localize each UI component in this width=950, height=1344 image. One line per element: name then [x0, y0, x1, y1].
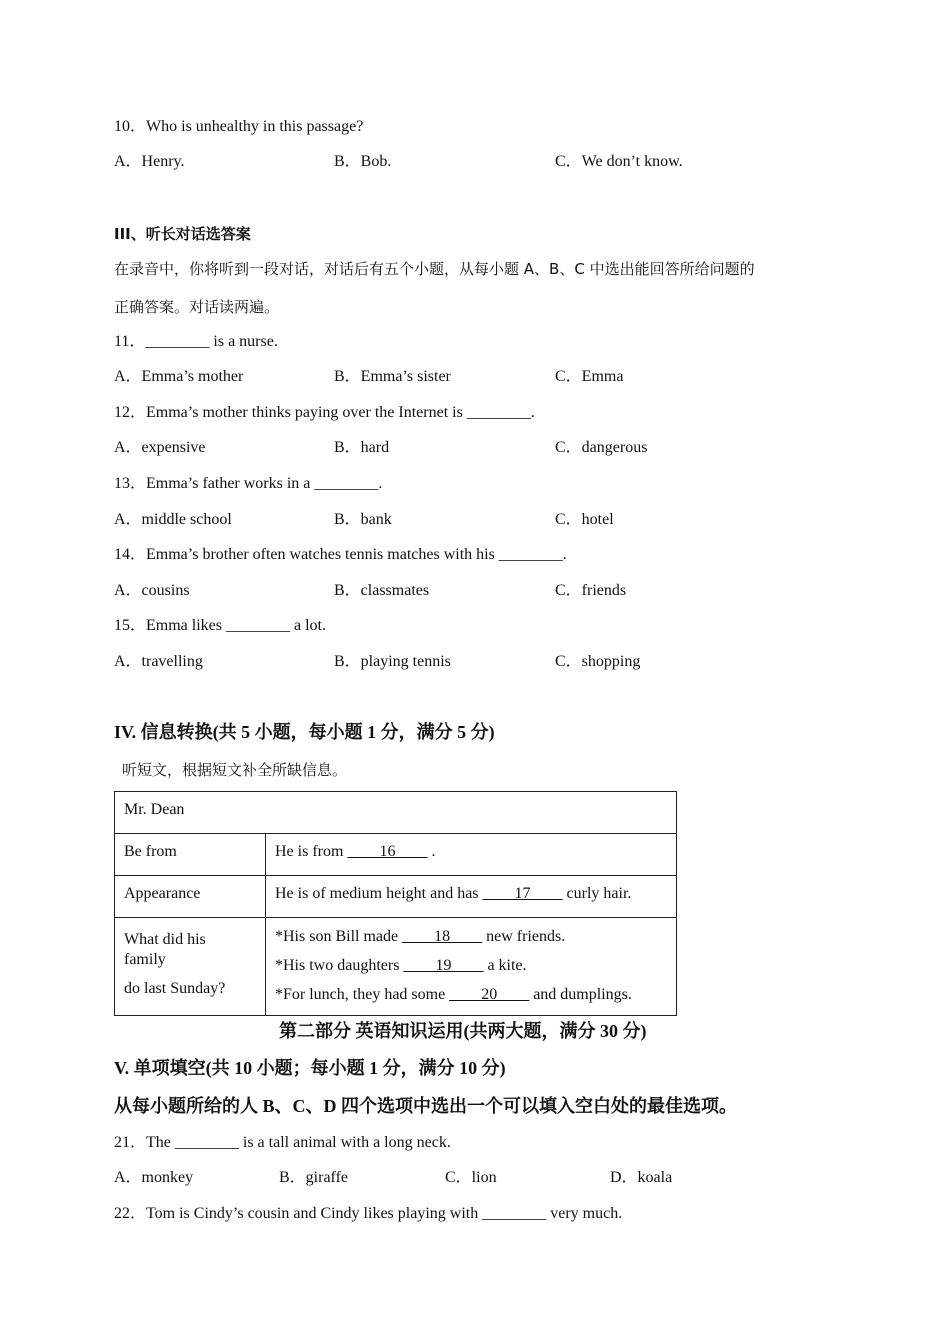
option-c: C．Emma: [555, 368, 624, 385]
blank-19: ____19____: [403, 957, 484, 974]
row-label: [115, 918, 266, 1016]
option-a: A．cousins: [114, 582, 190, 599]
section-5-title: V. 单项填空(共 10 小题；每小题 1 分，满分 10 分): [114, 1058, 506, 1078]
row-label-line1: What did his family: [124, 931, 206, 968]
question-15: 15．Emma likes ________ a lot.: [114, 617, 326, 634]
question-12: 12．Emma’s mother thinks paying over the Internet is ________.: [114, 404, 535, 421]
option-a: A．middle school: [114, 511, 232, 528]
option-a: A．expensive: [114, 439, 206, 456]
part-2-title: 第二部分 英语知识运用(共两大题，满分 30 分): [279, 1021, 647, 1041]
row-content: [266, 834, 677, 876]
section-3-instructions-line1: 在录音中，你将听到一段对话，对话后有五个小题，从每小题 A、B、C 中选出能回答所给问题的: [114, 260, 755, 278]
question-21: 21．The ________ is a tall animal with a long neck.: [114, 1134, 451, 1151]
question-14: 14．Emma’s brother often watches tennis matches with his ________.: [114, 546, 567, 563]
text: *His son Bill made: [275, 928, 403, 945]
section-4-title: IV. 信息转换(共 5 小题，每小题 1 分，满分 5 分): [114, 722, 495, 742]
table-row: [115, 834, 677, 876]
text: and dumplings.: [529, 986, 632, 1003]
question-10: [114, 117, 363, 137]
question-22: 22．Tom is Cindy’s cousin and Cindy likes playing with ________ very much.: [114, 1205, 623, 1222]
option-c: C．dangerous: [555, 439, 648, 456]
blank-20: ____20____: [449, 986, 530, 1003]
option-b: B．giraffe: [279, 1169, 349, 1186]
option-b: B．Bob.: [334, 153, 392, 170]
table-row: [115, 876, 677, 918]
table-header-cell: Mr. Dean: [115, 792, 677, 834]
option-a: A．Henry.: [114, 153, 185, 170]
row-label: Appearance: [115, 876, 266, 918]
row-label-line2: do last Sunday?: [124, 980, 226, 997]
section-4-instructions: 听短文，根据短文补全所缺信息。: [122, 761, 348, 779]
text: *His two daughters: [275, 957, 404, 974]
option-a: A．travelling: [114, 653, 203, 670]
question-number: 10．: [114, 118, 147, 135]
text: *For lunch, they had some: [275, 986, 450, 1003]
option-d: D．koala: [610, 1169, 673, 1186]
option-b: B．Emma’s sister: [334, 368, 451, 385]
row-content: [266, 918, 677, 1016]
blank-18: ____18____: [402, 928, 483, 945]
option-c: C．friends: [555, 582, 627, 599]
option-a: A．monkey: [114, 1169, 194, 1186]
option-b: B．bank: [334, 511, 392, 528]
text: curly hair.: [562, 885, 632, 902]
info-table: [114, 791, 677, 1016]
blank-16: ____16____: [347, 843, 428, 860]
option-b: B．classmates: [334, 582, 430, 599]
row-content: [266, 876, 677, 918]
option-c: C．hotel: [555, 511, 614, 528]
line-19: [275, 951, 667, 980]
text: He is of medium height and has: [275, 885, 483, 902]
text: new friends.: [482, 928, 566, 945]
question-11: 11．________ is a nurse.: [114, 333, 278, 350]
section-3-instructions-line2: 正确答案。对话读两遍。: [114, 298, 280, 316]
option-a: A．Emma’s mother: [114, 368, 244, 385]
question-13: 13．Emma’s father works in a ________.: [114, 475, 383, 492]
text: .: [427, 843, 436, 860]
text: He is from: [275, 843, 348, 860]
text: a kite.: [483, 957, 527, 974]
option-c: C．We don’t know.: [555, 153, 683, 170]
table-header-row: [115, 792, 677, 834]
option-b: B．playing tennis: [334, 653, 451, 670]
line-20: [275, 980, 667, 1009]
option-c: C．shopping: [555, 653, 641, 670]
section-5-instructions: 从每小题所给的人 B、C、D 四个选项中选出一个可以填入空白处的最佳选项。: [114, 1096, 738, 1116]
option-b: B．hard: [334, 439, 390, 456]
table-row: [115, 918, 677, 1016]
line-18: [275, 922, 667, 951]
row-label: Be from: [115, 834, 266, 876]
option-c: C．lion: [445, 1169, 497, 1186]
question-stem: Who is unhealthy in this passage?: [146, 118, 364, 135]
blank-17: ____17____: [482, 885, 563, 902]
section-3-title: III、听长对话选答案: [114, 225, 251, 243]
